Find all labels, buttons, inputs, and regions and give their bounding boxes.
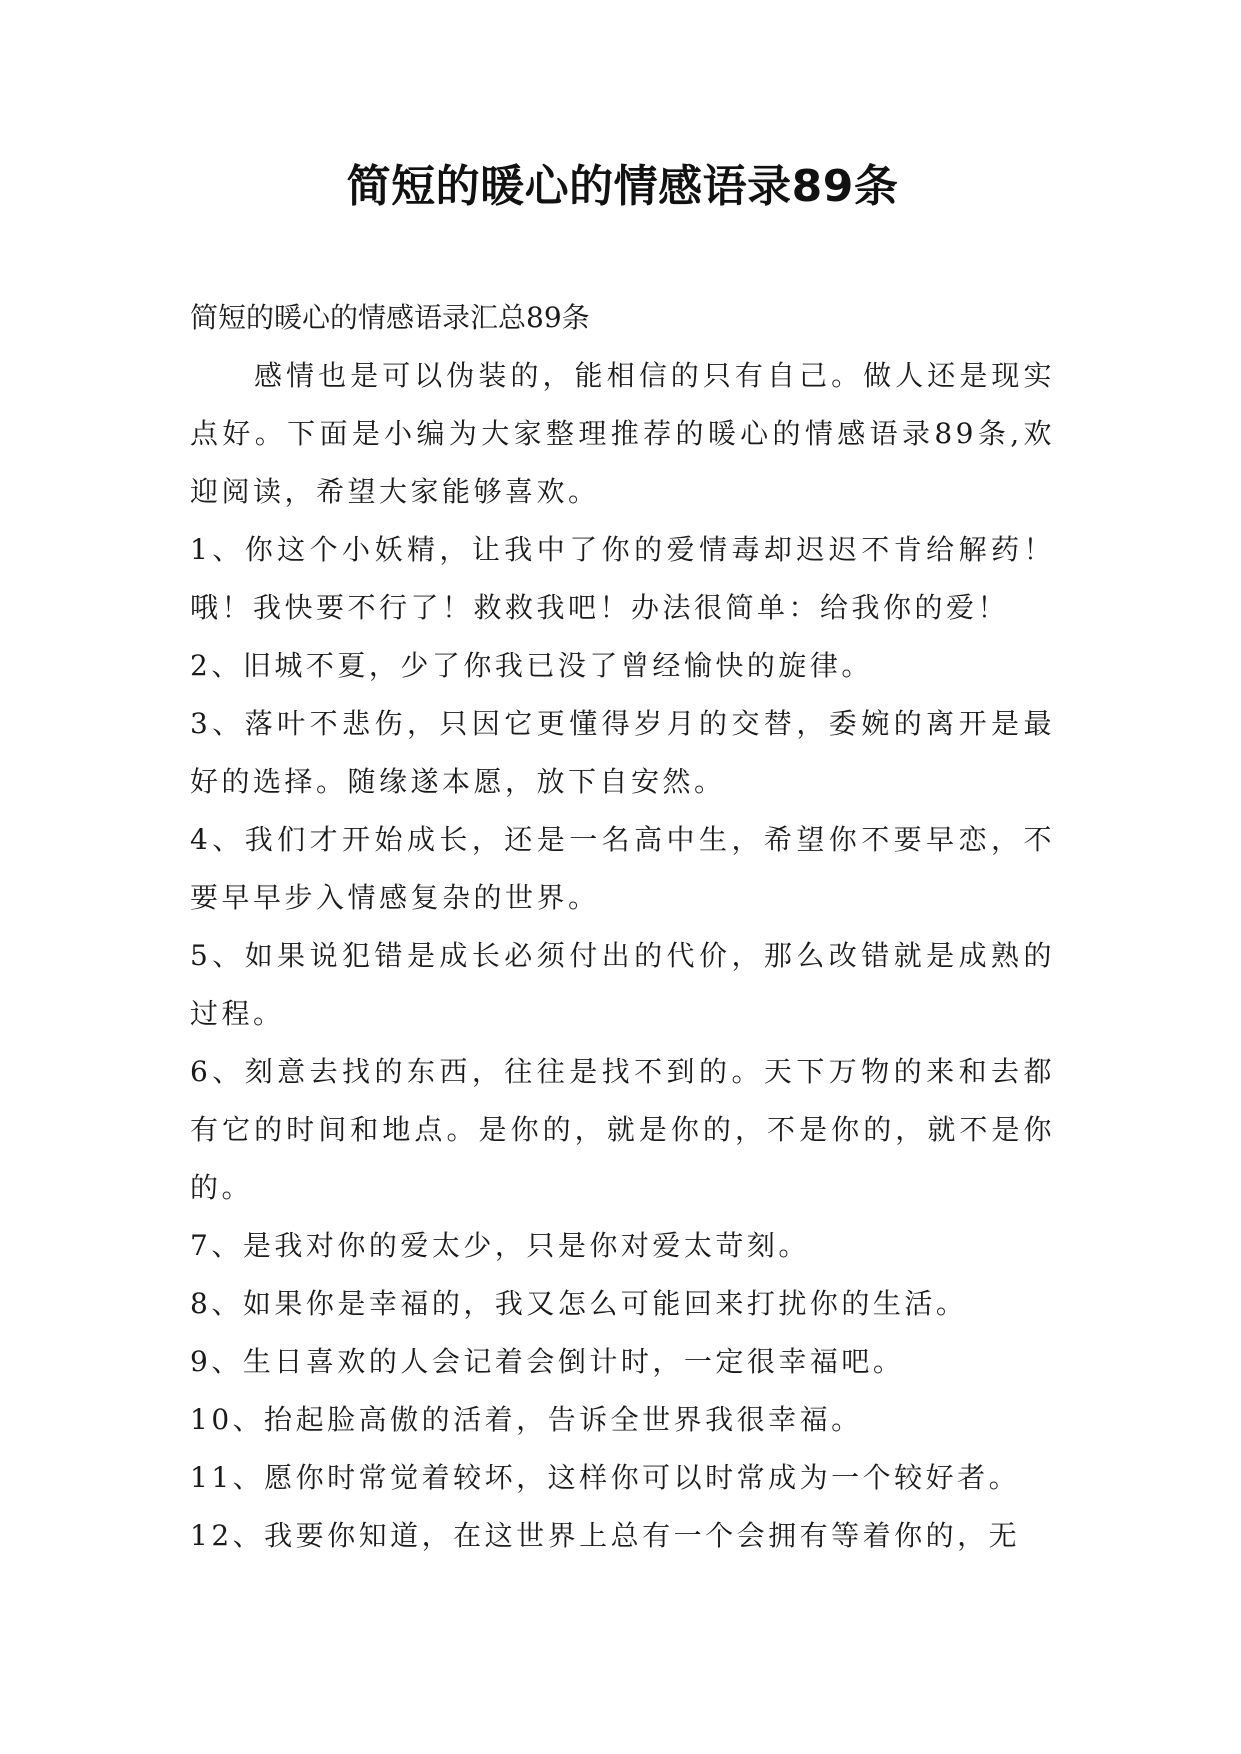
- quote-item-3: 3、落叶不悲伤，只因它更懂得岁月的交替，委婉的离开是最好的选择。随缘遂本愿，放下自安然。: [190, 707, 1055, 798]
- quote-item-9: 9、生日喜欢的人会记着会倒计时，一定很幸福吧。: [190, 1345, 905, 1378]
- quote-list: [190, 521, 1055, 1565]
- quote-item-4: 4、我们才开始成长，还是一名高中生，希望你不要早恋，不要早早步入情感复杂的世界。: [190, 823, 1055, 914]
- quote-item-6: 6、刻意去找的东西，往往是找不到的。天下万物的来和去都有它的时间和地点。是你的，就是你的，不是你的，就不是你的。: [190, 1055, 1055, 1204]
- quote-item-5: 5、如果说犯错是成长必须付出的代价，那么改错就是成熟的过程。: [190, 939, 1055, 1030]
- quote-item-7: 7、是我对你的爱太少，只是你对爱太苛刻。: [190, 1229, 810, 1262]
- quote-item-12: 12、我要你知道，在这世界上总有一个会拥有等着你的，无: [190, 1519, 1021, 1552]
- quote-item-2: 2、旧城不夏，少了你我已没了曾经愉快的旋律。: [190, 649, 873, 682]
- document-subtitle: 简短的暖心的情感语录汇总89条: [190, 301, 590, 334]
- quote-item-10: 10、抬起脸高傲的活着，告诉全世界我很幸福。: [190, 1403, 863, 1436]
- quote-item-11: 11、愿你时常觉着较坏，这样你可以时常成为一个较好者。: [190, 1461, 1021, 1494]
- quote-item-1: 1、你这个小妖精，让我中了你的爱情毒却迟迟不肯给解药！哦！我快要不行了！救救我吧！办法很简单：给我你的爱！: [190, 533, 1055, 624]
- quote-item-8: 8、如果你是幸福的，我又怎么可能回来打扰你的生活。: [190, 1287, 968, 1320]
- document-title: 简短的暖心的情感语录89条: [346, 161, 899, 212]
- intro-paragraph: 感情也是可以伪装的，能相信的只有自己。做人还是现实点好。下面是小编为大家整理推荐的暖心的情感语录89条,欢迎阅读，希望大家能够喜欢。: [190, 359, 1055, 508]
